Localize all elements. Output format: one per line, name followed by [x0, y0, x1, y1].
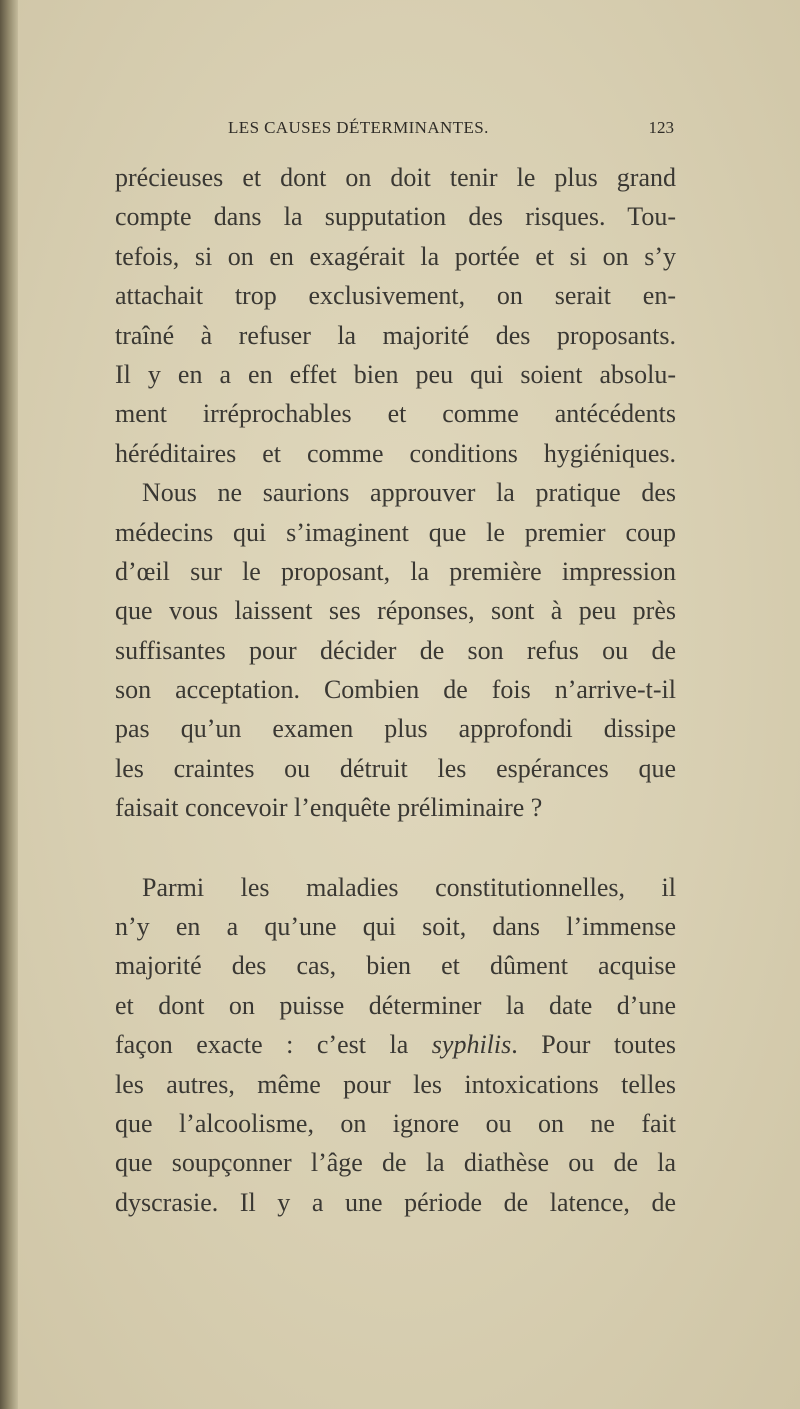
text-line: Nous ne saurions approuver la pratique des: [142, 478, 676, 508]
text-run: . Pour toutes: [511, 1030, 676, 1060]
text-line: traîné à refuser la majorité des proposants.: [115, 320, 676, 350]
text-line: précieuses et dont on doit tenir le plus grand: [115, 163, 676, 192]
text-line: d’œil sur le proposant, la première impression: [115, 556, 676, 586]
italic-term: syphilis: [431, 1030, 512, 1060]
text-line: et dont on puisse déterminer la date d’une: [115, 990, 676, 1020]
paragraph-spacing: [115, 828, 676, 868]
paragraph-2: [115, 473, 676, 828]
text-line: que soupçonner l’âge de la diathèse ou de la: [115, 1148, 676, 1178]
text-line: faisait concevoir l’enquête préliminaire ?: [115, 793, 543, 823]
book-gutter-shadow: [0, 0, 18, 1409]
paragraph-3: [115, 868, 676, 1223]
page-header: [228, 118, 674, 142]
text-line: que vous laissent ses réponses, sont à peu près: [115, 596, 676, 626]
text-line: les autres, même pour les intoxications telles: [115, 1069, 676, 1099]
page-number: 123: [648, 118, 674, 137]
text-line: compte dans la supputation des risques. Tou-: [115, 202, 676, 232]
text-line: médecins qui s’imaginent que le premier coup: [115, 517, 676, 547]
text-line: suffisantes pour décider de son refus ou de: [115, 635, 676, 665]
text-line: tefois, si on en exagérait la portée et si on s’y: [115, 241, 676, 271]
paragraph-1: [115, 158, 676, 473]
text-line: ment irréprochables et comme antécédents: [115, 399, 676, 429]
text-line: Il y en a en effet bien peu qui soient absolu-: [115, 359, 676, 389]
text-line: pas qu’un examen plus approfondi dissipe: [115, 714, 676, 744]
body-text: [115, 158, 676, 1222]
text-line: que l’alcoolisme, on ignore ou on ne fait: [115, 1108, 676, 1138]
text-run: façon exacte : c’est la: [115, 1030, 409, 1060]
text-line: dyscrasie. Il y a une période de latence, de: [115, 1187, 676, 1217]
text-line-with-italic: [115, 1025, 676, 1064]
text-line: n’y en a qu’une qui soit, dans l’immense: [115, 912, 676, 942]
text-line: héréditaires et comme conditions hygiéniques.: [115, 438, 676, 468]
text-line: les craintes ou détruit les espérances que: [115, 753, 676, 783]
text-line: Parmi les maladies constitutionnelles, il: [142, 872, 676, 902]
text-line: attachait trop exclusivement, on serait en-: [115, 281, 676, 311]
running-head: LES CAUSES DÉTERMINANTES.: [228, 118, 489, 137]
text-line: majorité des cas, bien et dûment acquise: [115, 951, 676, 981]
text-line: son acceptation. Combien de fois n’arrive-t-il: [115, 675, 676, 705]
